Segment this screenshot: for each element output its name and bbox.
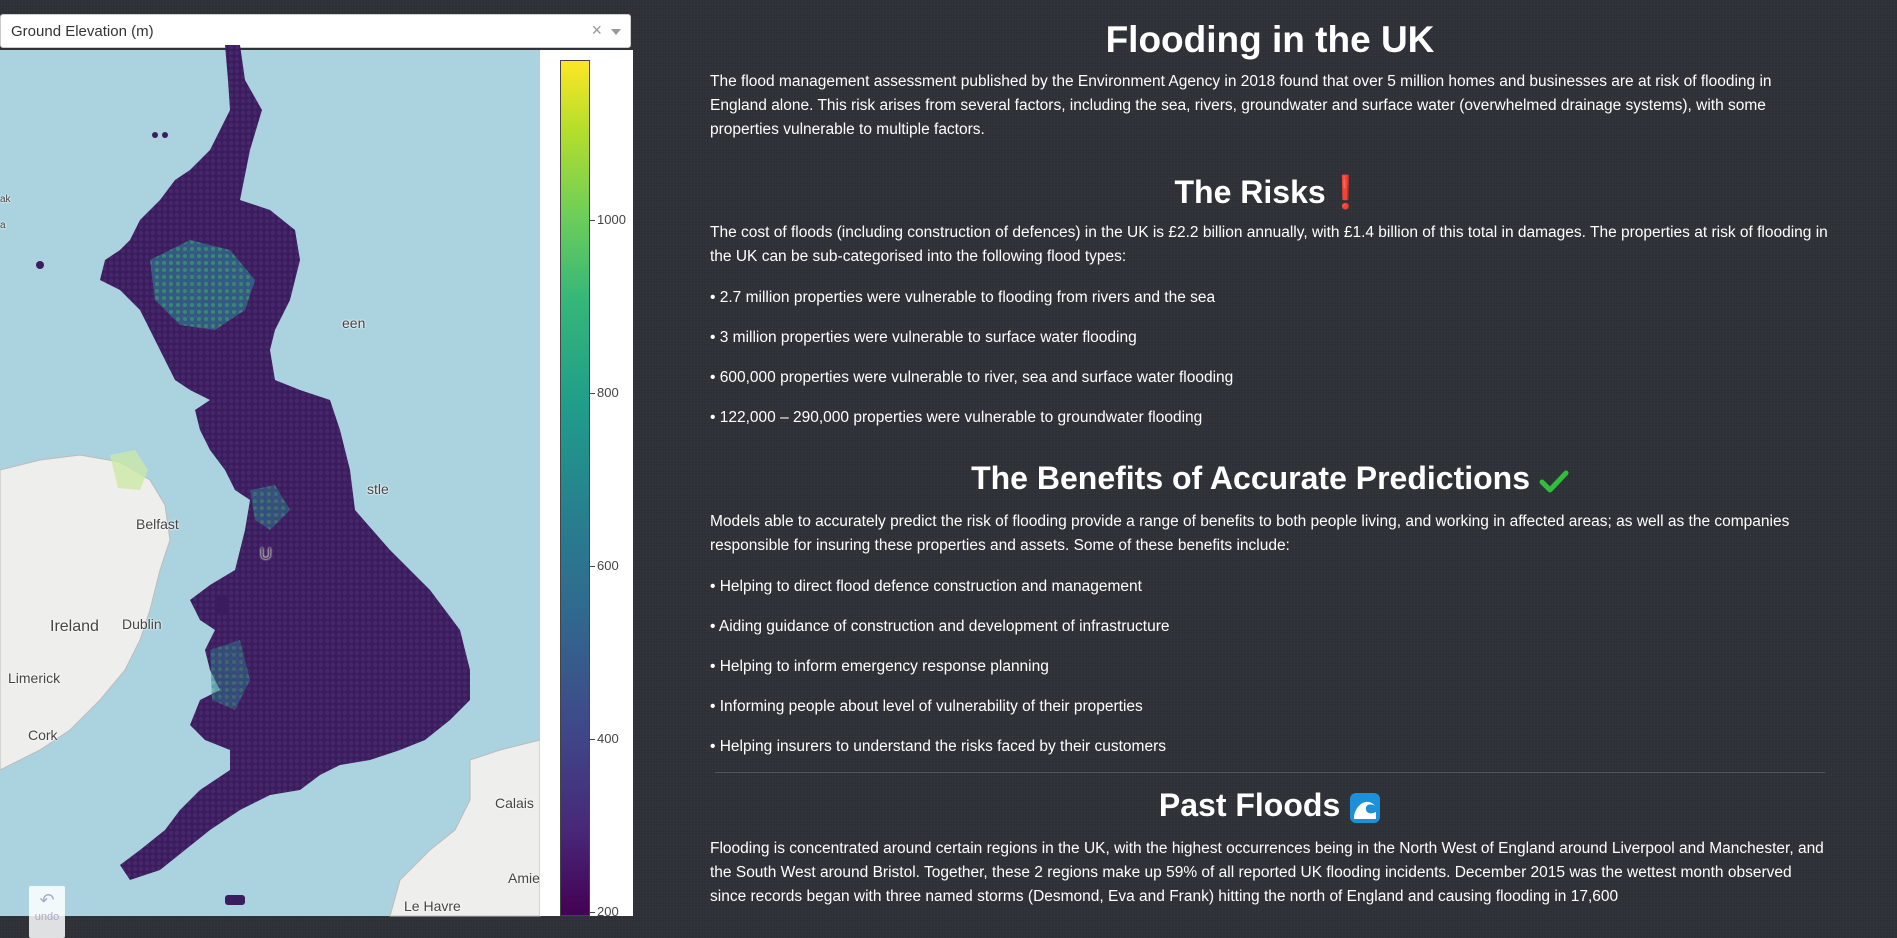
map-label-ireland: Ireland (50, 618, 99, 635)
past-floods-heading-text: Past Floods (1158, 787, 1341, 823)
colorbar-tick (590, 739, 595, 740)
benefit-bullet: • Helping to direct flood defence construction and management (710, 578, 1142, 595)
chevron-down-icon[interactable] (611, 29, 621, 35)
map-label-edge-2: a (0, 220, 6, 231)
undo-icon: ↶ (39, 890, 55, 910)
map-label-cork: Cork (28, 727, 58, 743)
undo-label: undo (34, 911, 60, 923)
ireland-land (0, 455, 170, 770)
benefit-bullet: • Informing people about level of vulnerability of their properties (710, 698, 1143, 715)
isle-dot (36, 261, 44, 269)
colorbar-tick (590, 393, 595, 394)
page-title: Flooding in the UK (1105, 19, 1435, 60)
section-divider (715, 772, 1825, 773)
isle-of-wight (225, 895, 245, 905)
france-land (390, 740, 540, 916)
colorbar-label: 1000 (597, 212, 626, 227)
risks-heading-text: The Risks (1174, 174, 1326, 210)
exclamation-icon: ❗ (1325, 174, 1366, 210)
risks-heading (710, 173, 1830, 211)
wave-icon (1349, 792, 1381, 824)
risk-bullet: • 2.7 million properties were vulnerable to flooding from rivers and the sea (710, 289, 1216, 306)
benefits-heading (710, 460, 1830, 497)
colorbar-label: 400 (597, 731, 619, 746)
isle-of-man (215, 595, 229, 613)
benefits-heading-text: The Benefits of Accurate Predictions (971, 460, 1531, 496)
map-label-amiens: Amie (508, 870, 540, 886)
benefit-bullet: • Helping to inform emergency response planning (710, 658, 1049, 675)
map-label-newcastle: stle (367, 481, 389, 497)
colorbar-label: 600 (597, 558, 619, 573)
great-britain-elevation (100, 45, 470, 880)
map-panel (0, 0, 633, 923)
past-floods-heading (710, 787, 1830, 824)
colorbar-tick (590, 220, 595, 221)
map-label-aberdeen: een (342, 315, 366, 331)
risk-bullet: • 600,000 properties were vulnerable to river, sea and surface water flooding (710, 369, 1234, 386)
map-label-edge: ak (0, 194, 11, 205)
colorbar-tick (590, 912, 595, 913)
isle-dot (162, 132, 168, 138)
map-label-dublin: Dublin (122, 616, 162, 632)
map-label-limerick: Limerick (8, 670, 61, 686)
map-label-le-havre: Le Havre (404, 898, 461, 914)
risk-bullet: • 3 million properties were vulnerable to surface water flooding (710, 329, 1137, 346)
map-label-calais: Calais (495, 795, 534, 811)
map-label-uk: U (260, 546, 272, 563)
risks-paragraph: The cost of floods (including construction of defences) in the UK is £2.2 billion annually, with £1.4 billion of this total in damages. The properties at risk of flooding in the UK can be sub-categorised into the following flood types: (710, 224, 1828, 265)
isle-dot (152, 132, 158, 138)
benefit-bullet: • Helping insurers to understand the risks faced by their customers (710, 738, 1167, 755)
layer-select-value: Ground Elevation (m) (11, 23, 154, 40)
elevation-map[interactable] (0, 50, 540, 923)
intro-paragraph: The flood management assessment published by the Environment Agency in 2018 found that over 5 million homes and businesses are at risk of flooding in England alone. This risk arises from several factors, including the sea, rivers, groundwater and surface water (overwhelmed drainage systems), with some properties vulnerable to multiple factors. (710, 73, 1772, 138)
past-floods-paragraph: Flooding is concentrated around certain regions in the UK, with the highest occurrences being in the North West of England around Liverpool and Manchester, and the South West around Bristol. Together, these 2 regions make up 59% of all reported UK flooding incidents. December 2015 was the wettest month observed since records began with three named storms (Desmond, Eva and Frank) hitting the north of England and causing flooding in 17,600 (710, 840, 1824, 905)
benefits-paragraph: Models able to accurately predict the risk of flooding provide a range of benefits to both people living, and working in affected areas; as well as the companies responsible for insuring these properties and assets. Some of these benefits include: (710, 513, 1790, 554)
layer-select-dropdown[interactable] (0, 14, 631, 48)
elevation-colorbar (560, 60, 590, 916)
risk-bullet: • 122,000 – 290,000 properties were vulnerable to groundwater flooding (710, 409, 1203, 426)
colorbar-tick (590, 566, 595, 567)
clear-icon[interactable]: × (591, 20, 602, 40)
colorbar-label: 800 (597, 385, 619, 400)
undo-button[interactable] (29, 886, 65, 938)
benefit-bullet: • Aiding guidance of construction and development of infrastructure (710, 618, 1170, 635)
map-label-belfast: Belfast (136, 516, 179, 532)
map-canvas[interactable] (0, 50, 540, 916)
colorbar-label: 200 (597, 904, 619, 919)
check-icon (1539, 469, 1569, 493)
